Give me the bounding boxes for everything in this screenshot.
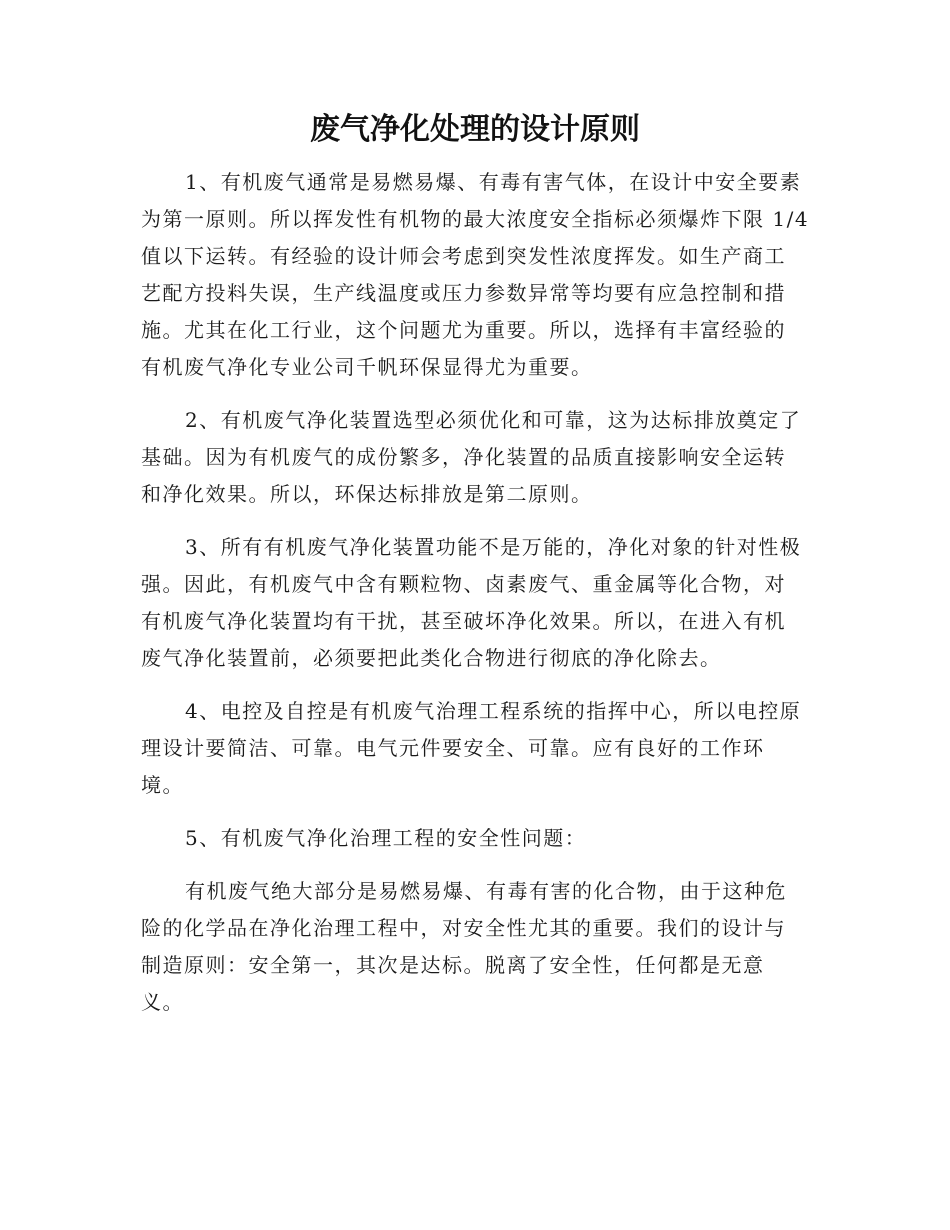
paragraph-line: 5、有机废气净化治理工程的安全性问题： — [185, 826, 587, 850]
paragraph-line: 基础。因为有机废气的成份繁多，净化装置的品质直接影响安全运转 — [141, 445, 786, 469]
paragraph-line: 制造原则：安全第一，其次是达标。脱离了安全性，任何都是无意 — [141, 953, 765, 977]
paragraph-line: 3、所有有机废气净化装置功能不是万能的，净化对象的针对性极 — [185, 535, 802, 559]
paragraph-line: 理设计要简洁、可靠。电气元件要安全、可靠。应有良好的工作环 — [141, 736, 765, 760]
paragraph-line: 有机废气净化专业公司千帆环保显得尤为重要。 — [141, 355, 593, 379]
paragraph-line: 强。因此，有机废气中含有颗粒物、卤素废气、重金属等化合物，对 — [141, 572, 786, 596]
paragraph-line: 2、有机废气净化装置选型必须优化和可靠，这为达标排放奠定了 — [185, 408, 802, 432]
paragraph-3 — [141, 529, 813, 677]
document-title: 废气净化处理的设计原则 — [310, 112, 640, 147]
paragraph-line: 义。 — [141, 990, 184, 1014]
paragraph-line: 有机废气净化装置均有干扰，甚至破坏净化效果。所以，在进入有机 — [141, 609, 786, 633]
paragraph-line: 4、电控及自控是有机废气治理工程系统的指挥中心，所以电控原 — [185, 699, 802, 723]
paragraph-line: 施。尤其在化工行业，这个问题尤为重要。所以，选择有丰富经验的 — [141, 318, 786, 342]
paragraph-line: 1、有机废气通常是易燃易爆、有毒有害气体，在设计中安全要素 — [185, 170, 802, 194]
paragraph-line: 艺配方投料失误，生产线温度或压力参数异常等均要有应急控制和措 — [141, 281, 786, 305]
paragraph-line: 和净化效果。所以，环保达标排放是第二原则。 — [141, 482, 593, 506]
paragraph-line: 境。 — [141, 773, 184, 797]
paragraph-line: 为第一原则。所以挥发性有机物的最大浓度安全指标必须爆炸下限 1/4 — [141, 207, 810, 231]
paragraph-line: 废气净化装置前，必须要把此类化合物进行彻底的净化除去。 — [141, 646, 722, 670]
paragraph-5 — [141, 820, 813, 857]
paragraph-6 — [141, 873, 813, 1021]
document-body — [141, 164, 813, 1037]
paragraph-1 — [141, 164, 813, 386]
paragraph-2 — [141, 402, 813, 513]
paragraph-line: 有机废气绝大部分是易燃易爆、有毒有害的化合物，由于这种危 — [185, 879, 787, 903]
paragraph-line: 值以下运转。有经验的设计师会考虑到突发性浓度挥发。如生产商工 — [141, 244, 786, 268]
paragraph-line: 险的化学品在净化治理工程中，对安全性尤其的重要。我们的设计与 — [141, 916, 786, 940]
paragraph-4 — [141, 693, 813, 804]
